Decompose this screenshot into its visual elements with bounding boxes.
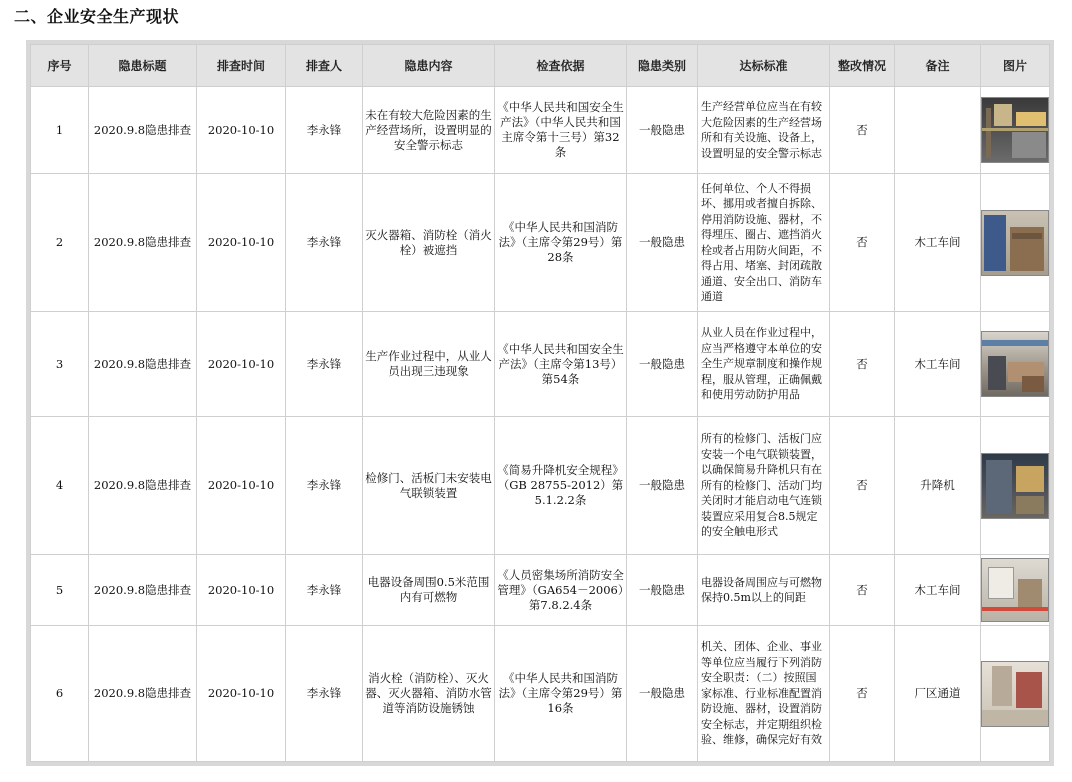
col-header-title: 隐患标题 [89,45,197,87]
cell-category: 一般隐患 [627,87,698,174]
cell-date: 2020-10-10 [197,417,286,555]
cell-rectified: 否 [830,555,895,626]
cell-person: 李永锋 [286,626,363,762]
cell-photo [981,555,1050,626]
cell-remark: 升降机 [895,417,981,555]
col-header-person: 排查人 [286,45,363,87]
cell-person: 李永锋 [286,312,363,417]
cell-standard: 从业人员在作业过程中，应当严格遵守本单位的安全生产规章制度和操作规程，服从管理，正确佩戴和使用劳动防护用品 [698,312,830,417]
cell-basis: 《中华人民共和国安全生产法》（主席令第13号）第54条 [495,312,627,417]
table-row [31,174,1050,312]
cell-photo [981,174,1050,312]
cell-title: 2020.9.8隐患排查 [89,626,197,762]
cell-basis: 《中华人民共和国消防法》（主席令第29号）第16条 [495,626,627,762]
col-header-no: 序号 [31,45,89,87]
cell-date: 2020-10-10 [197,87,286,174]
cell-no: 1 [31,87,89,174]
cell-remark: 厂区通道 [895,626,981,762]
cell-no: 5 [31,555,89,626]
cell-date: 2020-10-10 [197,626,286,762]
cell-title: 2020.9.8隐患排查 [89,174,197,312]
cell-standard: 任何单位、个人不得损坏、挪用或者擅自拆除、停用消防设施、器材，不得埋压、圈占、遮挡消火栓或者占用防火间距，不得占用、堵塞、封闭疏散通道、安全出口、消防车通道 [698,174,830,312]
cell-content: 生产作业过程中，从业人员出现三违现象 [363,312,495,417]
cell-basis: 《人员密集场所消防安全管理》（GA654－2006）第7.8.2.4条 [495,555,627,626]
cell-content: 未在有较大危险因素的生产经营场所，设置明显的安全警示标志 [363,87,495,174]
rusted-hydrant-photo[interactable] [981,661,1049,727]
cell-category: 一般隐患 [627,555,698,626]
cell-no: 2 [31,174,89,312]
cell-photo [981,417,1050,555]
col-header-category: 隐患类别 [627,45,698,87]
warehouse-shelves-photo[interactable] [981,97,1049,163]
workshop-worker-photo[interactable] [981,331,1049,397]
section-title: 二、企业安全生产现状 [14,7,180,26]
cell-category: 一般隐患 [627,312,698,417]
table-row [31,626,1050,762]
table-row [31,312,1050,417]
cell-category: 一般隐患 [627,174,698,312]
cell-content: 消火栓（消防栓）、灭火器、灭火器箱、消防水管道等消防设施锈蚀 [363,626,495,762]
header-row [31,45,1050,87]
cell-title: 2020.9.8隐患排查 [89,312,197,417]
cell-title: 2020.9.8隐患排查 [89,555,197,626]
cell-remark [895,87,981,174]
col-header-rectified: 整改情况 [830,45,895,87]
cell-rectified: 否 [830,87,895,174]
table-row [31,417,1050,555]
cell-person: 李永锋 [286,174,363,312]
hazard-table [30,44,1050,762]
lift-door-photo[interactable] [981,453,1049,519]
cell-standard: 所有的检修门、活板门应安装一个电气联锁装置，以确保简易升降机只有在所有的检修门、活动门均关闭时才能启动电气连锁装置应采用复合8.5规定的安全触电形式 [698,417,830,555]
col-header-basis: 检查依据 [495,45,627,87]
col-header-content: 隐患内容 [363,45,495,87]
cell-category: 一般隐患 [627,417,698,555]
cell-rectified: 否 [830,174,895,312]
cell-date: 2020-10-10 [197,174,286,312]
cell-standard: 机关、团体、企业、事业等单位应当履行下列消防安全职责：（二）按照国家标准、行业标准配置消防设施、器材，设置消防安全标志，并定期组织检验、维修，确保完好有效 [698,626,830,762]
cell-category: 一般隐患 [627,626,698,762]
cell-content: 检修门、活板门未安装电气联锁装置 [363,417,495,555]
cell-no: 4 [31,417,89,555]
cell-date: 2020-10-10 [197,555,286,626]
cell-person: 李永锋 [286,417,363,555]
col-header-photo: 图片 [981,45,1050,87]
electrical-panel-photo[interactable] [981,558,1049,622]
cell-content: 电器设备周围0.5米范围内有可燃物 [363,555,495,626]
col-header-standard: 达标标准 [698,45,830,87]
cell-person: 李永锋 [286,87,363,174]
cell-basis: 《简易升降机安全规程》（GB 28755-2012）第5.1.2.2条 [495,417,627,555]
cell-standard: 生产经营单位应当在有较大危险因素的生产经营场所和有关设施、设备上，设置明显的安全警示标志 [698,87,830,174]
table-row [31,555,1050,626]
blocked-cabinet-photo[interactable] [981,210,1049,276]
cell-person: 李永锋 [286,555,363,626]
cell-standard: 电器设备周围应与可燃物保持0.5m以上的间距 [698,555,830,626]
cell-rectified: 否 [830,626,895,762]
table-row [31,87,1050,174]
cell-rectified: 否 [830,417,895,555]
cell-photo [981,87,1050,174]
col-header-date: 排查时间 [197,45,286,87]
cell-rectified: 否 [830,312,895,417]
cell-title: 2020.9.8隐患排查 [89,87,197,174]
cell-content: 灭火器箱、消防栓（消火栓）被遮挡 [363,174,495,312]
cell-remark: 木工车间 [895,555,981,626]
cell-no: 3 [31,312,89,417]
cell-basis: 《中华人民共和国安全生产法》（中华人民共和国主席令第十三号）第32条 [495,87,627,174]
cell-remark: 木工车间 [895,174,981,312]
cell-photo [981,626,1050,762]
cell-remark: 木工车间 [895,312,981,417]
cell-title: 2020.9.8隐患排查 [89,417,197,555]
cell-no: 6 [31,626,89,762]
cell-date: 2020-10-10 [197,312,286,417]
hazard-table-frame [26,40,1054,766]
cell-basis: 《中华人民共和国消防法》（主席令第29号）第28条 [495,174,627,312]
col-header-remark: 备注 [895,45,981,87]
cell-photo [981,312,1050,417]
